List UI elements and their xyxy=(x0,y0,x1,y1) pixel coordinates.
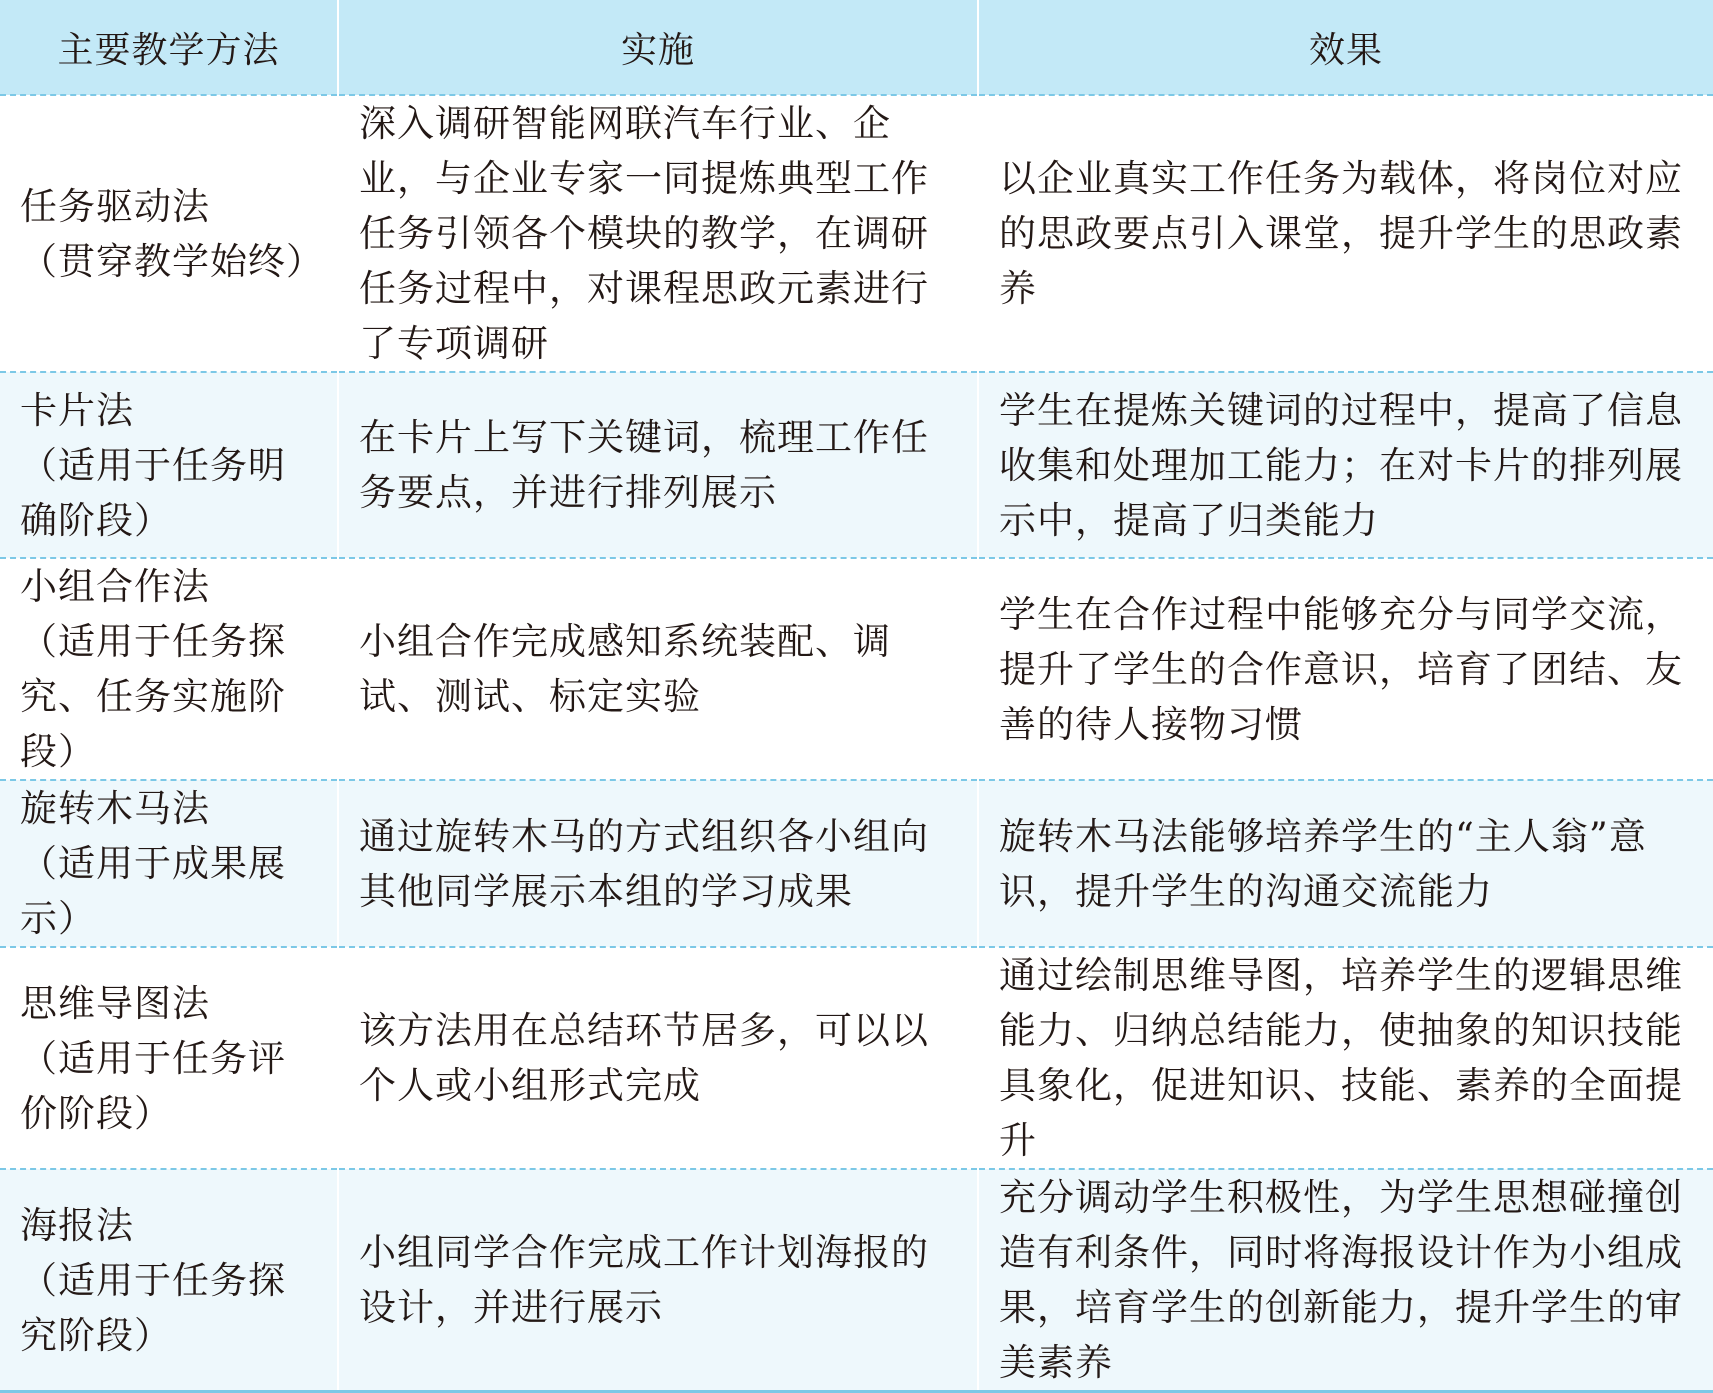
method-name: 海报法 xyxy=(20,1203,134,1247)
method-cell xyxy=(0,780,338,947)
effect-cell: 以企业真实工作任务为载体，将岗位对应的思政要点引入课堂，提升学生的思政素养 xyxy=(978,95,1713,372)
header-method: 主要教学方法 xyxy=(0,0,338,95)
method-name: 卡片法 xyxy=(20,388,134,432)
effect-cell: 旋转木马法能够培养学生的“主人翁”意识，提升学生的沟通交流能力 xyxy=(978,780,1713,947)
method-cell xyxy=(0,372,338,558)
method-note: （适用于任务评价阶段） xyxy=(20,1036,286,1135)
method-cell xyxy=(0,1169,338,1392)
implementation-cell: 小组同学合作完成工作计划海报的设计，并进行展示 xyxy=(338,1169,978,1392)
method-name: 旋转木马法 xyxy=(20,787,210,830)
implementation-cell: 深入调研智能网联汽车行业、企业，与企业专家一同提炼典型工作任务引领各个模块的教学，在调研任务过程中，对课程思政元素进行了专项调研 xyxy=(338,95,978,372)
effect-cell: 通过绘制思维导图，培养学生的逻辑思维能力、归纳总结能力，使抽象的知识技能具象化，促进知识、技能、素养的全面提升 xyxy=(978,947,1713,1169)
method-note: （适用于任务探究、任务实施阶段） xyxy=(20,620,286,773)
table-row xyxy=(0,947,1713,1169)
table-row xyxy=(0,1169,1713,1392)
table-row xyxy=(0,558,1713,780)
header-effect: 效果 xyxy=(978,0,1713,95)
method-note: （贯穿教学始终） xyxy=(20,239,324,283)
method-name: 小组合作法 xyxy=(20,565,210,608)
effect-cell: 充分调动学生积极性，为学生思想碰撞创造有利条件，同时将海报设计作为小组成果，培育学生的创新能力，提升学生的审美素养 xyxy=(978,1169,1713,1392)
table-row xyxy=(0,780,1713,947)
table-header-row xyxy=(0,0,1713,95)
method-name: 思维导图法 xyxy=(20,981,210,1025)
implementation-cell: 该方法用在总结环节居多，可以以个人或小组形式完成 xyxy=(338,947,978,1169)
effect-cell: 学生在提炼关键词的过程中，提高了信息收集和处理加工能力；在对卡片的排列展示中，提高了归类能力 xyxy=(978,372,1713,558)
implementation-cell: 通过旋转木马的方式组织各小组向其他同学展示本组的学习成果 xyxy=(338,780,978,947)
method-note: （适用于任务探究阶段） xyxy=(20,1258,286,1357)
implementation-cell: 小组合作完成感知系统装配、调试、测试、标定实验 xyxy=(338,558,978,780)
header-implementation: 实施 xyxy=(338,0,978,95)
method-name: 任务驱动法 xyxy=(20,184,210,228)
table-row xyxy=(0,372,1713,558)
effect-cell: 学生在合作过程中能够充分与同学交流，提升了学生的合作意识，培育了团结、友善的待人接物习惯 xyxy=(978,558,1713,780)
implementation-cell: 在卡片上写下关键词，梳理工作任务要点，并进行排列展示 xyxy=(338,372,978,558)
method-cell xyxy=(0,947,338,1169)
method-cell xyxy=(0,95,338,372)
table-row xyxy=(0,95,1713,372)
method-note: （适用于任务明确阶段） xyxy=(20,443,286,542)
method-cell xyxy=(0,558,338,780)
method-note: （适用于成果展示） xyxy=(20,842,286,940)
